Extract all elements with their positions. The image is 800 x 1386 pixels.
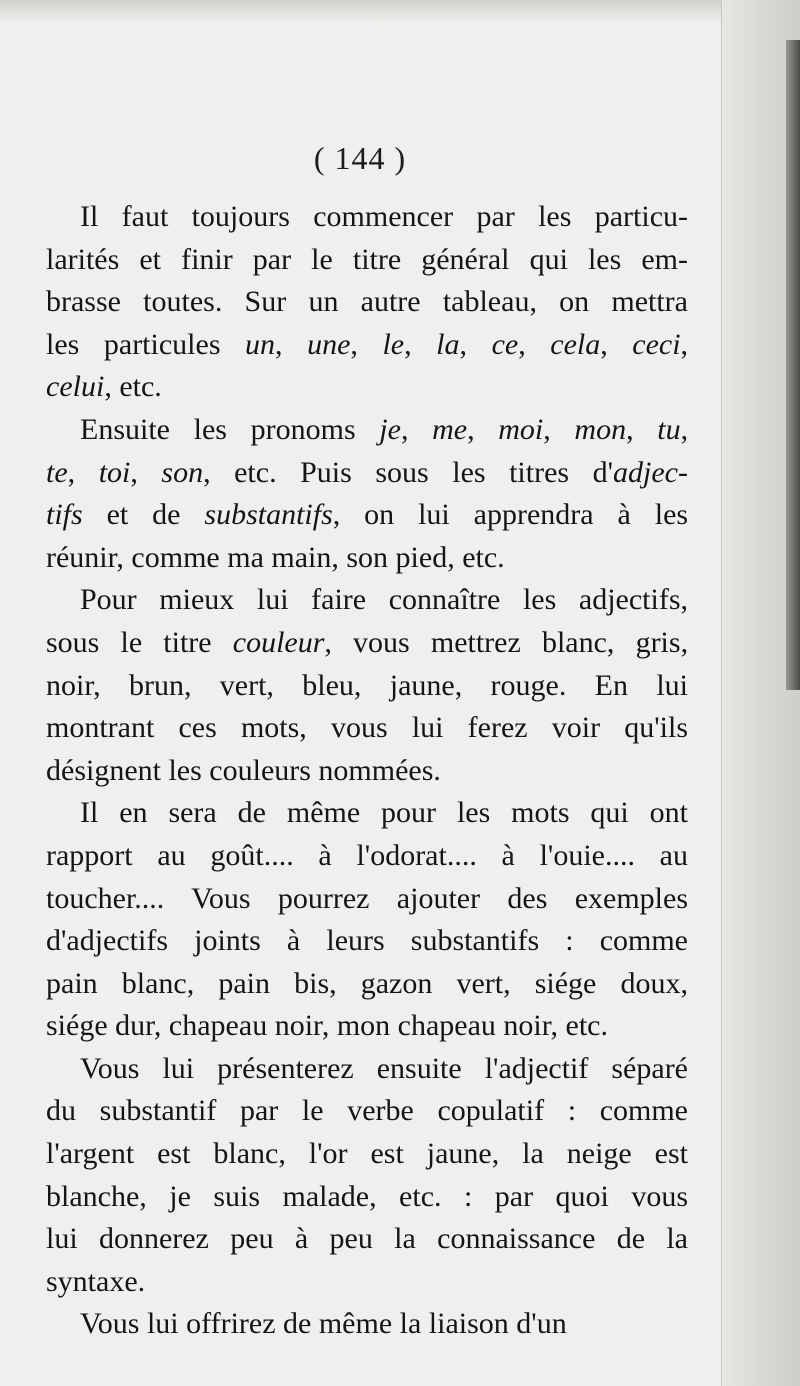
text-line: toucher.... Vous pourrez ajouter des exemples [46, 881, 688, 915]
text-line: Il faut toujours commencer par les particu- [80, 200, 688, 233]
text-line: d'adjectifs joints à leurs substantifs : comme [46, 924, 688, 958]
text-line: désignent les couleurs nommées. [46, 753, 441, 787]
text-line: Il en sera de même pour les mots qui ont [80, 796, 688, 830]
text-line: rapport au goût.... à l'odorat.... à l'ouie.... au [46, 838, 688, 872]
text-line: celui, etc. [46, 370, 162, 404]
text-line: les particules un, une, le, la, ce, cela, ceci, [46, 327, 689, 361]
text-line: syntaxe. [46, 1264, 146, 1298]
text-line: larités et finir par le titre général qui les em- [46, 242, 688, 276]
text-line: te, toi, son, etc. Puis sous les titres d'adjec- [46, 455, 688, 489]
text-line: noir, brun, vert, bleu, jaune, rouge. En lui [46, 668, 688, 702]
text-line: Ensuite les pronoms je, me, moi, mon, tu, [80, 412, 689, 446]
page-edge-shadow [786, 40, 800, 690]
text-line: montrant ces mots, vous lui ferez voir qu'ils [46, 711, 688, 745]
text-line: brasse toutes. Sur un autre tableau, on mettra [46, 285, 688, 319]
text-line: Pour mieux lui faire connaître les adjectifs, [80, 583, 688, 617]
text-line: lui donnerez peu à peu la connaissance de la [46, 1222, 688, 1256]
text-line: Vous lui offrirez de même la liaison d'un [80, 1307, 567, 1341]
text-line: blanche, je suis malade, etc. : par quoi vous [46, 1179, 688, 1213]
text-line: sous le titre couleur, vous mettrez blanc, gris, [46, 625, 689, 659]
body-text [46, 196, 688, 1346]
text-line: du substantif par le verbe copulatif : comme [46, 1094, 688, 1128]
text-line: siége dur, chapeau noir, mon chapeau noir, etc. [46, 1009, 609, 1043]
text-line: réunir, comme ma main, son pied, etc. [46, 540, 505, 574]
text-line: pain blanc, pain bis, gazon vert, siége doux, [46, 966, 688, 1000]
text-line: l'argent est blanc, l'or est jaune, la neige est [46, 1137, 688, 1171]
text-line: tifs et de substantifs, on lui apprendra à les [46, 498, 689, 532]
page-number: ( 144 ) [313, 140, 407, 176]
text-line: Vous lui présenterez ensuite l'adjectif séparé [80, 1051, 688, 1085]
page-top-shadow [0, 0, 800, 22]
